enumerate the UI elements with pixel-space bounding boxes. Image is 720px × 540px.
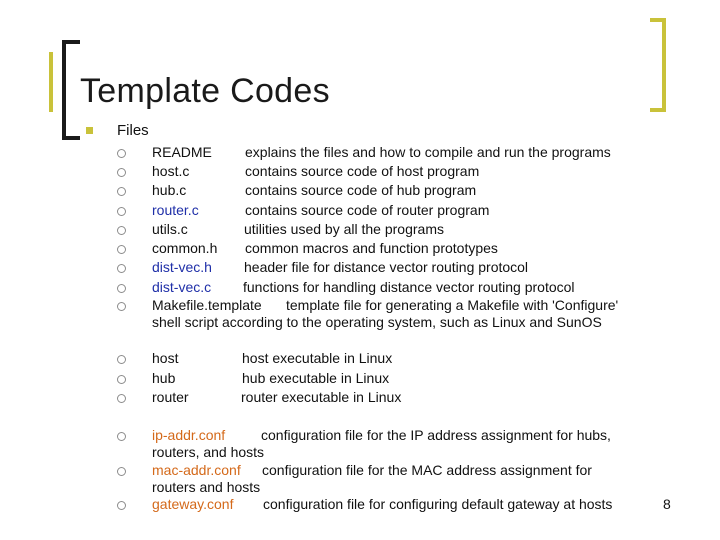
file-description: configuration file for the IP address assignment for hubs, bbox=[261, 427, 611, 443]
right-bracket-accent bbox=[650, 18, 666, 112]
file-description: utilities used by all the programs bbox=[244, 221, 444, 237]
file-name: router bbox=[152, 389, 189, 405]
left-bracket-accent bbox=[49, 52, 63, 112]
file-description: header file for distance vector routing protocol bbox=[244, 259, 529, 275]
circle-bullet-icon bbox=[117, 501, 126, 510]
file-description-continued: routers and hosts bbox=[152, 479, 261, 495]
file-name: utils.c bbox=[152, 221, 188, 237]
file-description: functions for handling distance vector routing protocol bbox=[243, 279, 575, 295]
circle-bullet-icon bbox=[117, 302, 126, 311]
file-name: ip-addr.conf bbox=[152, 427, 226, 443]
circle-bullet-icon bbox=[117, 467, 126, 476]
circle-bullet-icon bbox=[117, 355, 126, 364]
circle-bullet-icon bbox=[117, 168, 126, 177]
file-description: hub executable in Linux bbox=[242, 370, 390, 386]
file-name: mac-addr.conf bbox=[152, 462, 241, 478]
circle-bullet-icon bbox=[117, 264, 126, 273]
file-description: explains the files and how to compile and run the programs bbox=[245, 144, 611, 160]
file-description: contains source code of router program bbox=[245, 202, 490, 218]
file-description: router executable in Linux bbox=[241, 389, 402, 405]
circle-bullet-icon bbox=[117, 394, 126, 403]
file-name: dist-vec.h bbox=[152, 259, 212, 275]
file-description: contains source code of host program bbox=[245, 163, 480, 179]
slide-title: Template Codes bbox=[80, 72, 330, 110]
circle-bullet-icon bbox=[117, 375, 126, 384]
file-description: contains source code of hub program bbox=[245, 182, 477, 198]
file-name: hub.c bbox=[152, 182, 187, 198]
file-name: host bbox=[152, 350, 179, 366]
circle-bullet-icon bbox=[117, 226, 126, 235]
file-name: README bbox=[152, 144, 212, 160]
file-name: gateway.conf bbox=[152, 496, 234, 512]
file-name: hub bbox=[152, 370, 176, 386]
file-name: common.h bbox=[152, 240, 218, 256]
circle-bullet-icon bbox=[117, 187, 126, 196]
file-description: common macros and function prototypes bbox=[245, 240, 498, 256]
file-description: configuration file for the MAC address assignment for bbox=[262, 462, 592, 478]
file-description-continued: routers, and hosts bbox=[152, 444, 265, 460]
circle-bullet-icon bbox=[117, 245, 126, 254]
circle-bullet-icon bbox=[117, 207, 126, 216]
circle-bullet-icon bbox=[117, 432, 126, 441]
circle-bullet-icon bbox=[117, 149, 126, 158]
file-name: dist-vec.c bbox=[152, 279, 212, 295]
file-description: configuration file for configuring default gateway at hosts bbox=[263, 496, 613, 512]
page-number: 8 bbox=[663, 496, 671, 512]
file-name: host.c bbox=[152, 163, 190, 179]
file-description: template file for generating a Makefile with 'Configure' bbox=[286, 297, 619, 313]
file-description-continued: shell script according to the operating system, such as Linux and SunOS bbox=[152, 314, 602, 330]
square-bullet-icon bbox=[86, 127, 93, 134]
files-heading: Files bbox=[117, 122, 149, 139]
left-bracket bbox=[62, 40, 80, 140]
circle-bullet-icon bbox=[117, 284, 126, 293]
file-name: router.c bbox=[152, 202, 199, 218]
file-description: host executable in Linux bbox=[242, 350, 393, 366]
file-name: Makefile.template bbox=[152, 297, 262, 313]
